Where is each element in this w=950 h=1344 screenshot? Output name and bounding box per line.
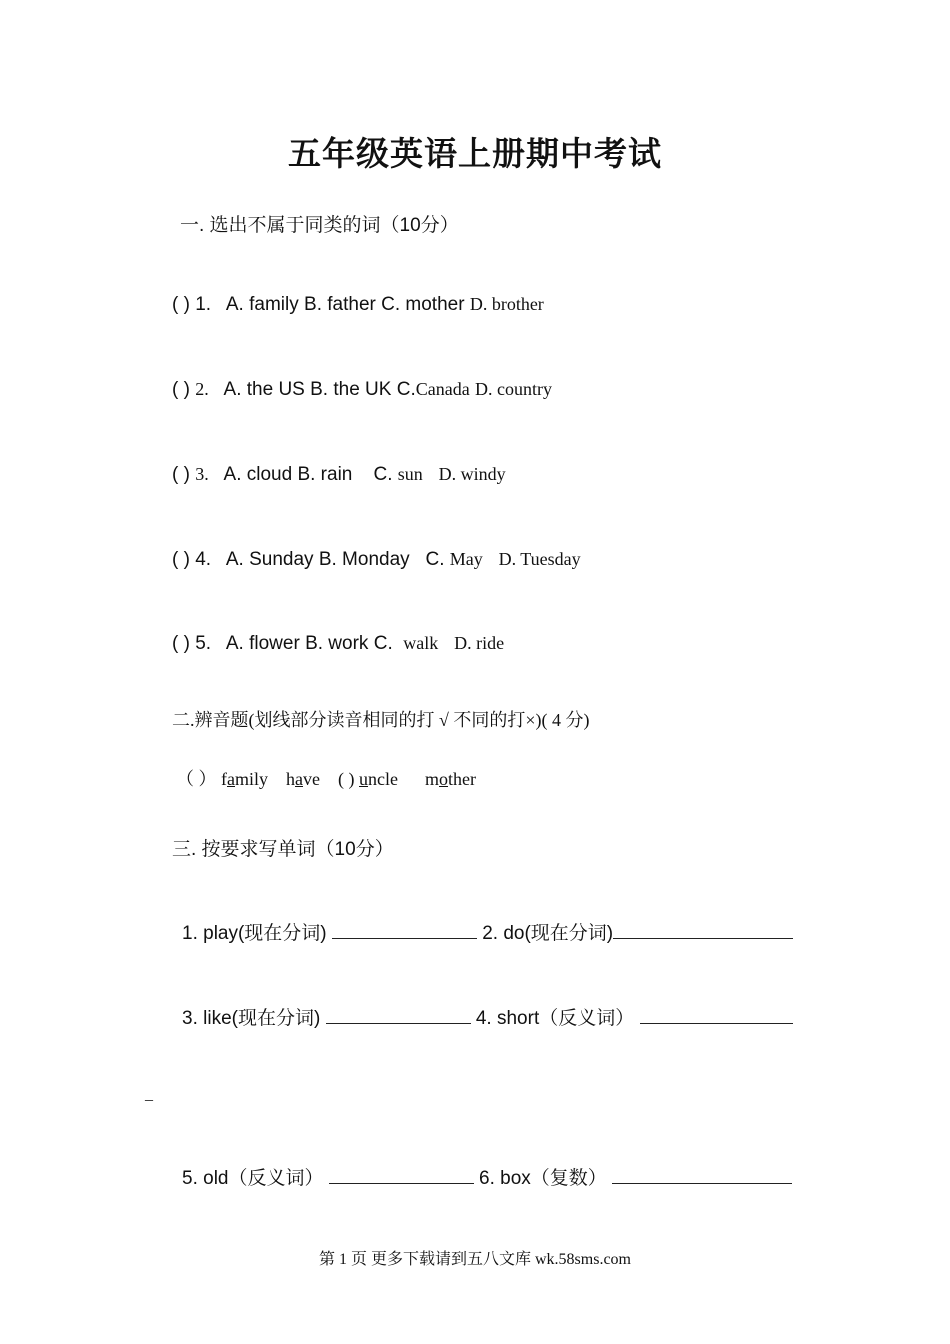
- option-b: B. Monday: [318, 549, 410, 570]
- word-uncle: uncle: [359, 769, 398, 789]
- section1-heading: 一. 选出不属于同类的词（10分）: [180, 215, 459, 236]
- question-3: [172, 464, 506, 486]
- option-d: D. brother: [469, 294, 544, 314]
- option-a: A. flower: [225, 633, 300, 654]
- option-b: B. father: [304, 294, 376, 315]
- answer-paren: （ ）: [176, 769, 217, 789]
- option-d: D. country: [475, 379, 552, 399]
- option-c-word: walk: [403, 633, 439, 653]
- question-number: 5.: [195, 633, 212, 654]
- question-1: [172, 294, 544, 316]
- option-a: A. family: [225, 294, 299, 315]
- option-c: C.: [373, 464, 393, 485]
- task-label: 1. play(现在分词): [182, 923, 327, 944]
- sound-question-row: [176, 765, 476, 791]
- section2-heading: 二.辨音题(划线部分读音相同的打 √ 不同的打×)( 4 分): [172, 710, 590, 730]
- option-c: C.: [396, 379, 416, 400]
- question-number: 1.: [195, 294, 212, 315]
- answer-blank[interactable]: [326, 1005, 471, 1024]
- question-number: 3.: [195, 464, 209, 484]
- answer-blank[interactable]: [612, 1165, 792, 1184]
- task-label: 4. short（反义词）: [475, 1008, 635, 1029]
- option-a: A. cloud: [223, 464, 293, 485]
- task-label: 6. box（复数）: [479, 1168, 607, 1189]
- answer-blank[interactable]: [329, 1165, 474, 1184]
- option-d: D. windy: [438, 464, 506, 484]
- word-family: family: [221, 769, 269, 789]
- answer-paren: ( ): [172, 549, 190, 570]
- option-c-word: sun: [397, 464, 423, 484]
- page-footer: 第 1 页 更多下载请到五八文库 wk.58sms.com: [318, 1251, 631, 1268]
- word-mother: mother: [425, 769, 476, 789]
- page-title: 五年级英语上册期中考试: [288, 134, 662, 173]
- section3-heading: 三. 按要求写单词（10分）: [172, 839, 394, 860]
- word-task-row-2: [182, 1003, 793, 1030]
- option-d: D. Tuesday: [498, 549, 581, 569]
- option-c-word: Canada: [415, 379, 470, 399]
- option-b: B. work: [305, 633, 369, 654]
- answer-paren: ( ): [172, 379, 190, 400]
- answer-paren: ( ): [172, 464, 190, 485]
- answer-blank[interactable]: [613, 920, 793, 939]
- question-4: [172, 549, 581, 571]
- word-task-row-3: [182, 1163, 792, 1190]
- word-have: have: [286, 769, 321, 789]
- stray-mark: _: [145, 1086, 153, 1103]
- option-c-word: May: [449, 549, 483, 569]
- task-label: 5. old（反义词）: [182, 1168, 324, 1189]
- option-a: A. Sunday: [225, 549, 314, 570]
- answer-blank[interactable]: [332, 920, 477, 939]
- question-number: 4.: [195, 549, 212, 570]
- option-b: B. rain: [297, 464, 353, 485]
- option-c: C.: [425, 549, 445, 570]
- word-task-row-1: [182, 918, 793, 945]
- question-2: [172, 379, 552, 401]
- option-c: C. mother: [381, 294, 465, 315]
- answer-blank[interactable]: [640, 1005, 793, 1024]
- answer-paren: ( ): [172, 633, 190, 654]
- question-number: 2.: [195, 379, 209, 399]
- answer-paren: ( ): [338, 769, 355, 789]
- question-5: [172, 633, 504, 655]
- option-c: C.: [373, 633, 393, 654]
- option-d: D. ride: [454, 633, 505, 653]
- option-a: A. the US: [223, 379, 305, 400]
- answer-paren: ( ): [172, 294, 190, 315]
- option-b: B. the UK: [310, 379, 392, 400]
- task-label: 2. do(现在分词): [482, 923, 614, 944]
- task-label: 3. like(现在分词): [182, 1008, 321, 1029]
